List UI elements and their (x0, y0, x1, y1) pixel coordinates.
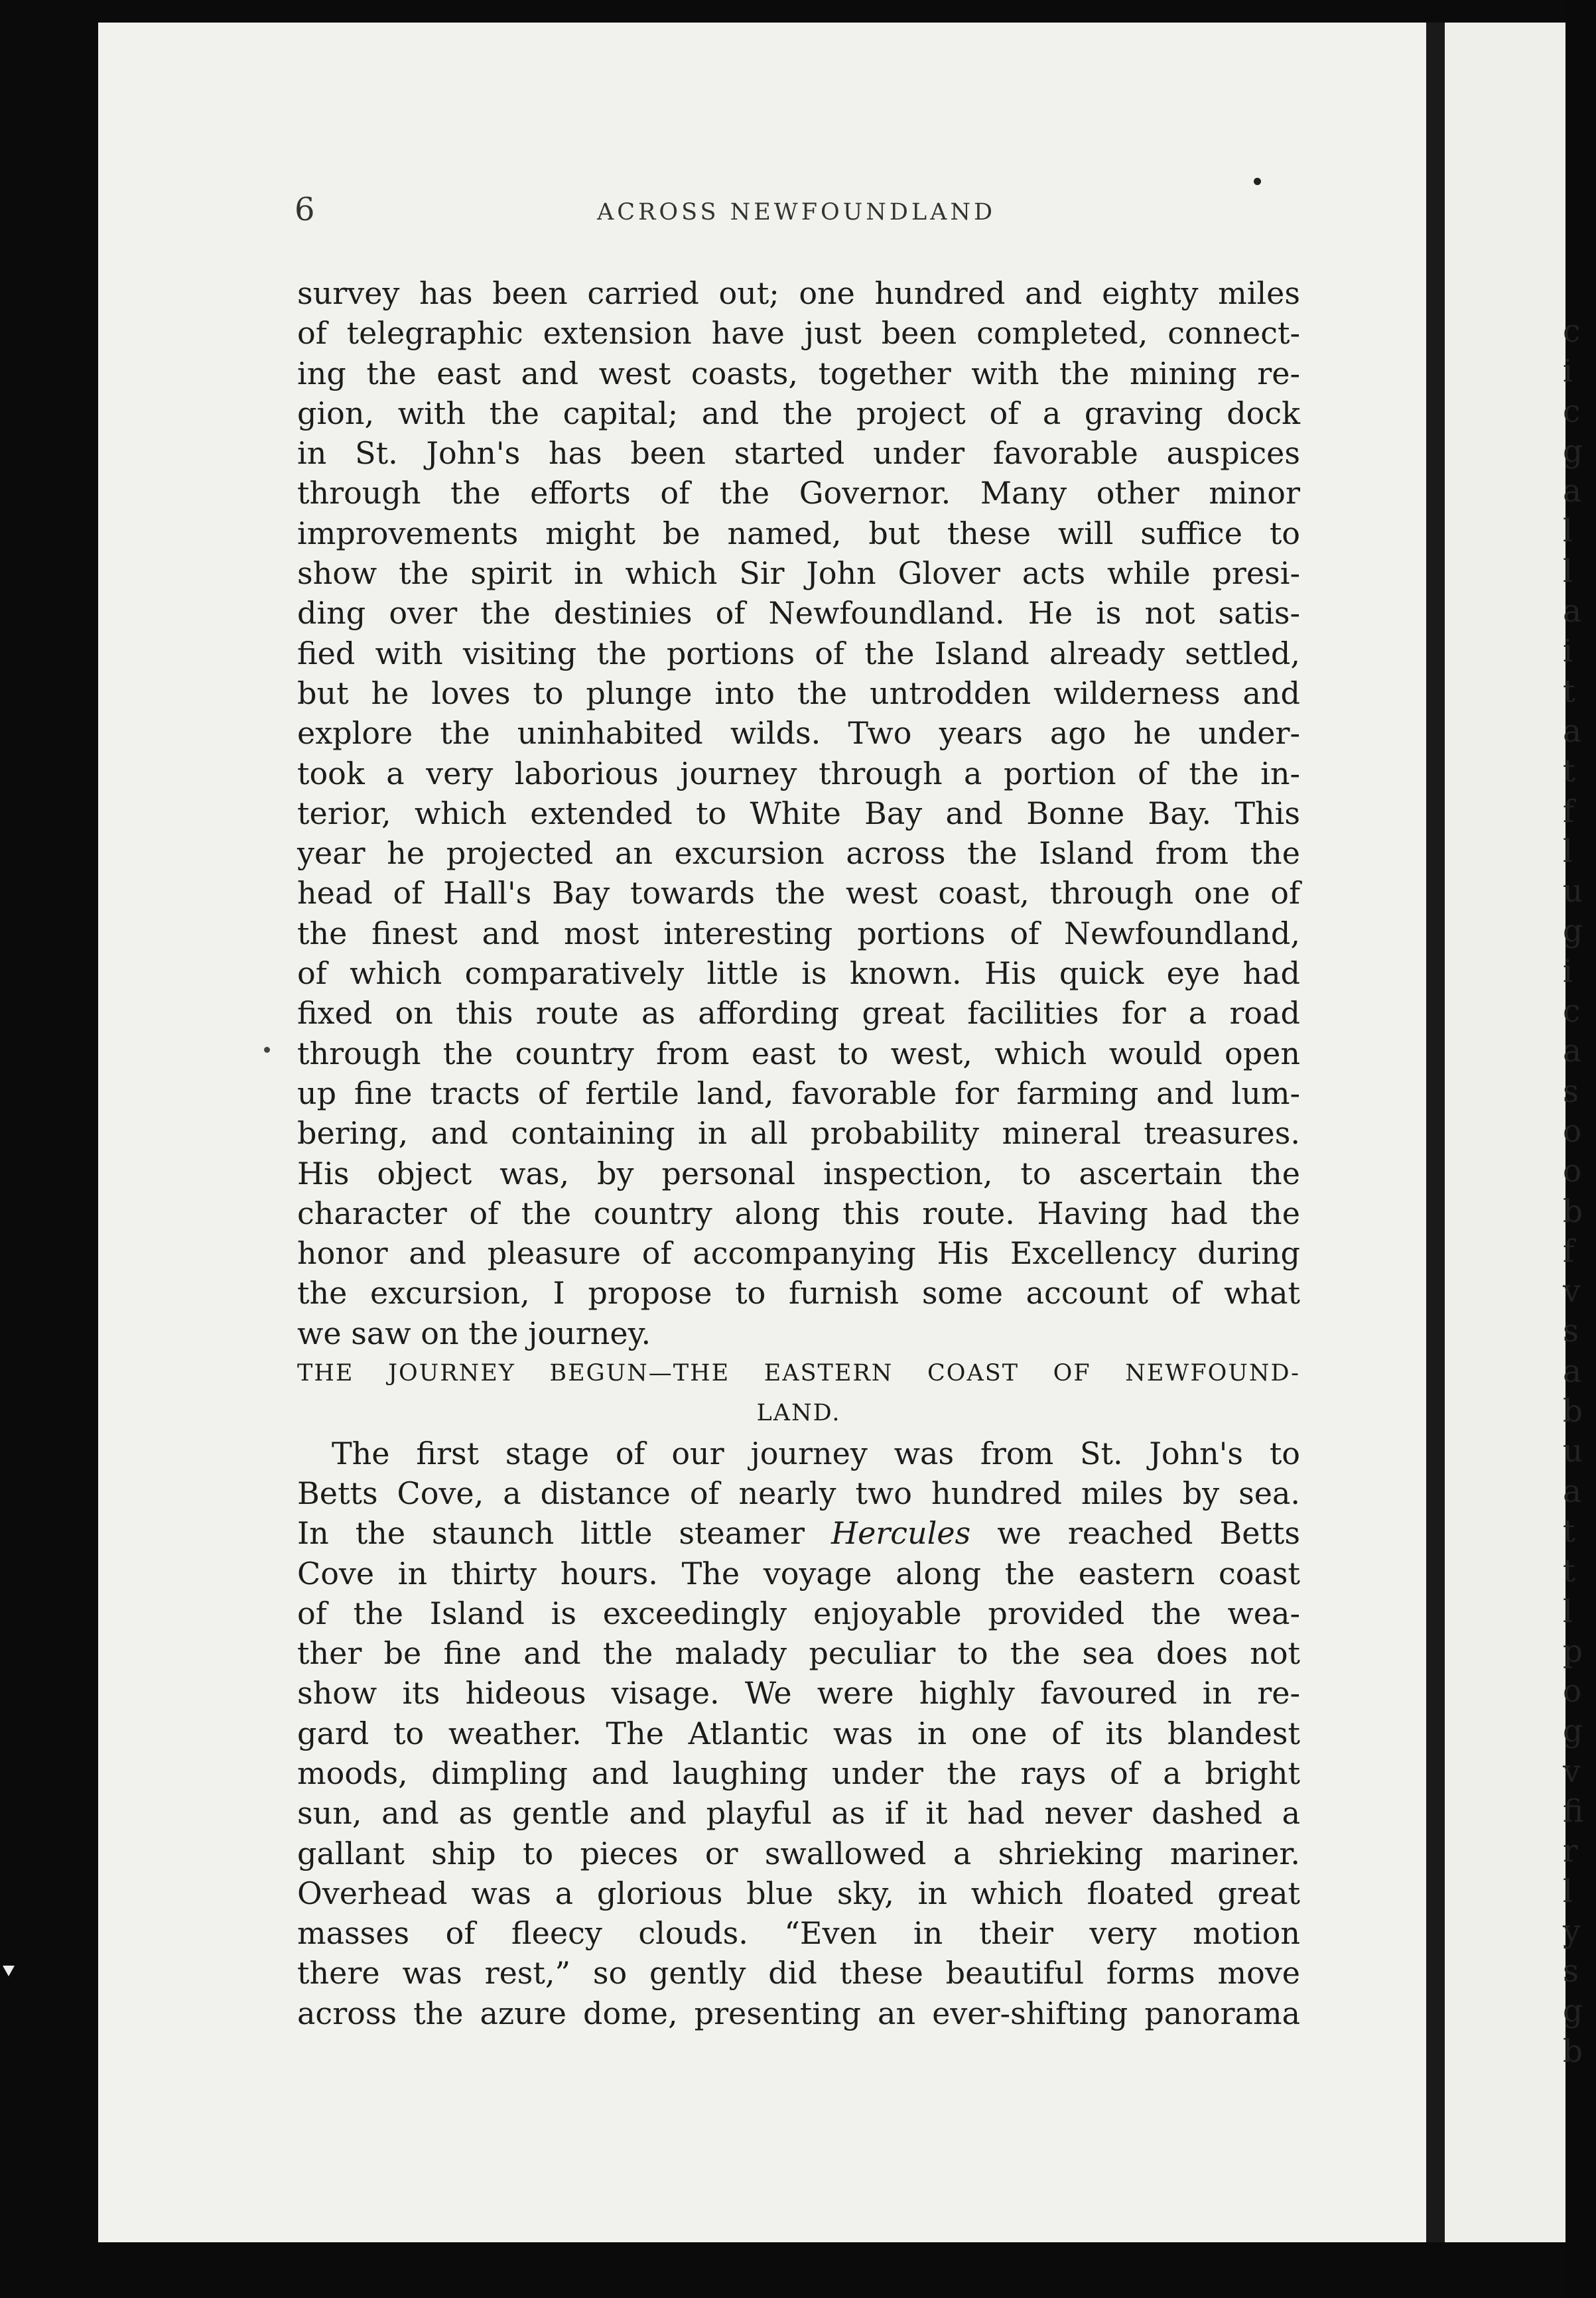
paragraph-line: Betts Cove, a distance of nearly two hundred miles by sea. (297, 1475, 1300, 1511)
body-text (297, 273, 1300, 2033)
paragraph-line: ther be fine and the malady peculiar to the sea does not (297, 1635, 1300, 1672)
paragraph-line: in St. John's has been started under favorable auspices (297, 435, 1300, 472)
facing-page-letter: c (1563, 313, 1581, 350)
paragraph-line: gallant ship to pieces or swallowed a shrieking mariner. (297, 1835, 1300, 1871)
paragraph-line: sun, and as gentle and playful as if it had never dashed a (297, 1795, 1300, 1832)
paragraph-line: The first stage of our journey was from St. John's to (332, 1435, 1300, 1471)
paragraph-line: masses of fleecy clouds. “Even in their very motion (297, 1915, 1300, 1952)
facing-page-fragments (1563, 312, 1596, 2072)
running-head: ACROSS NEWFOUNDLAND (597, 199, 996, 226)
paragraph-2 (297, 1434, 1300, 2033)
paragraph-line: took a very laborious journey through a portion of the in- (297, 755, 1300, 791)
scan-edge-mark (3, 1966, 15, 1976)
paragraph-line (297, 1513, 1300, 1553)
facing-page-letter: o (1563, 1153, 1582, 1190)
paragraph-line: show its hideous visage. We were highly favoured in re- (297, 1675, 1300, 1712)
facing-page-letter: o (1563, 1113, 1582, 1150)
facing-page-letter: a (1563, 1473, 1582, 1510)
paragraph-line: Cove in thirty hours. The voyage along the eastern coast (297, 1555, 1300, 1591)
facing-page-letter: v (1563, 1753, 1581, 1790)
ship-name: Hercules (831, 1515, 971, 1552)
facing-page-letter: l (1563, 833, 1573, 870)
facing-page-letter: a (1563, 473, 1582, 510)
facing-page-letter: o (1563, 1673, 1582, 1710)
paragraph-line: Overhead was a glorious blue sky, in which floated great (297, 1875, 1300, 1911)
facing-page-edge (1445, 23, 1584, 2242)
facing-page-letter: v (1563, 1273, 1581, 1310)
facing-page-letter: b (1563, 1193, 1583, 1230)
facing-page-letter: s (1563, 1073, 1579, 1110)
paragraph-line: the excursion, I propose to furnish some account of what (297, 1275, 1300, 1312)
facing-page-letter: f (1563, 1233, 1575, 1270)
paragraph-line: of telegraphic extension have just been completed, connect- (297, 315, 1300, 352)
margin-mark (264, 1047, 270, 1053)
paragraph-line: of which comparatively little is known. His quick eye had (297, 955, 1300, 992)
paragraph-1 (297, 273, 1300, 1353)
ink-speck (1254, 178, 1261, 185)
paragraph-line: across the azure dome, presenting an ever-shifting panorama (297, 1995, 1300, 2031)
facing-page-letter: i (1563, 633, 1573, 670)
paragraph-line: there was rest,” so gently did these beautiful forms move (297, 1955, 1300, 1992)
facing-page-letter: a (1563, 593, 1582, 630)
paragraph-line: survey has been carried out; one hundred and eighty miles (297, 275, 1300, 311)
facing-page-letter: l (1563, 1593, 1573, 1630)
paragraph-line: but he loves to plunge into the untrodden wilderness and (297, 675, 1300, 711)
facing-page-letter: b (1563, 1393, 1583, 1430)
section-heading-line-1: THE JOURNEY BEGUN—THE EASTERN COAST OF NEWFOUND- (297, 1360, 1300, 1387)
facing-page-letter: t (1563, 1513, 1575, 1550)
facing-page-letter: i (1563, 353, 1573, 390)
facing-page-letter: s (1563, 1953, 1579, 1990)
paragraph-line: gard to weather. The Atlantic was in one of its blandest (297, 1715, 1300, 1751)
facing-page-letter: u (1563, 873, 1583, 910)
facing-page-letter: a (1563, 1353, 1582, 1390)
paragraph-line: we saw on the journey. (297, 1315, 651, 1351)
paragraph-line: ding over the destinies of Newfoundland. He is not satis- (297, 595, 1300, 632)
facing-page-letter: g (1563, 913, 1583, 950)
paragraph-line: up fine tracts of fertile land, favorable for farming and lum- (297, 1075, 1300, 1111)
paragraph-line: bering, and containing in all probability mineral treasures. (297, 1115, 1300, 1152)
facing-page-letter: t (1563, 673, 1575, 710)
paragraph-line: show the spirit in which Sir John Glover acts while presi- (297, 555, 1300, 592)
paragraph-line: terior, which extended to White Bay and Bonne Bay. This (297, 795, 1300, 831)
facing-page-letter: g (1563, 1713, 1583, 1750)
facing-page-letter: y (1563, 1913, 1581, 1950)
facing-page-letter: l (1563, 553, 1573, 590)
facing-page-letter: c (1563, 993, 1581, 1030)
facing-page-letter: a (1563, 1033, 1582, 1070)
paragraph-line: His object was, by personal inspection, to ascertain the (297, 1155, 1300, 1191)
facing-page-letter: g (1563, 1993, 1583, 2030)
paragraph-line: character of the country along this route. Having had the (297, 1195, 1300, 1231)
facing-page-letter: s (1563, 1313, 1579, 1350)
paragraph-line: ing the east and west coasts, together with the mining re- (297, 355, 1300, 391)
facing-page-letter: c (1563, 393, 1581, 430)
facing-page-letter: t (1563, 1553, 1575, 1590)
facing-page-letter: g (1563, 433, 1583, 470)
page-gutter (1426, 23, 1445, 2242)
facing-page-letter: a (1563, 712, 1582, 750)
paragraph-line: through the country from east to west, which would open (297, 1035, 1300, 1071)
paragraph-line: fixed on this route as affording great facilities for a road (297, 995, 1300, 1032)
facing-page-letter: l (1563, 513, 1573, 550)
paragraph-line: moods, dimpling and laughing under the rays of a bright (297, 1755, 1300, 1791)
facing-page-letter: t (1563, 753, 1575, 790)
paragraph-line: year he projected an excursion across the Island from the (297, 835, 1300, 872)
paragraph-line: of the Island is exceedingly enjoyable provided the wea- (297, 1595, 1300, 1631)
facing-page-letter: i (1563, 953, 1573, 990)
facing-page-letter: p (1563, 1633, 1583, 1670)
facing-page-letter: f (1563, 793, 1575, 830)
paragraph-line: fied with visiting the portions of the Island already settled, (297, 635, 1300, 671)
paragraph-line: gion, with the capital; and the project of a graving dock (297, 395, 1300, 431)
paragraph-line: head of Hall's Bay towards the west coast, through one of (297, 875, 1300, 912)
paragraph-line: explore the uninhabited wilds. Two years ago he under- (297, 715, 1300, 752)
facing-page-letter: u (1563, 1433, 1583, 1470)
paragraph-line: the finest and most interesting portions of Newfoundland, (297, 915, 1300, 951)
facing-page-letter: b (1563, 2033, 1583, 2070)
page-number: 6 (295, 191, 315, 228)
section-heading-line-2: LAND. (756, 1400, 841, 1427)
facing-page-letter: l (1563, 1873, 1573, 1910)
paragraph-line: honor and pleasure of accompanying His Excellency during (297, 1235, 1300, 1272)
paragraph-line: improvements might be named, but these will suffice to (297, 515, 1300, 551)
facing-page-letter: r (1563, 1833, 1578, 1870)
paragraph-line: through the efforts of the Governor. Many other minor (297, 475, 1300, 511)
facing-page-letter: fi (1563, 1792, 1584, 1830)
text-run: In the staunch little steamer (297, 1515, 831, 1552)
text-run: we reached Betts (970, 1515, 1300, 1552)
